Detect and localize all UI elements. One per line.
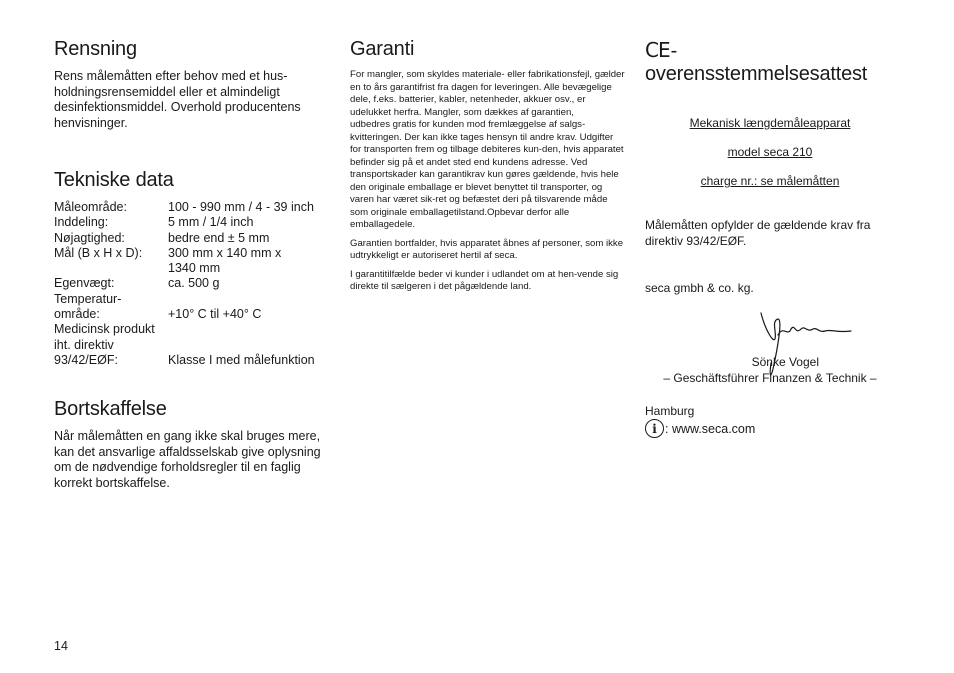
tech-row [54, 292, 329, 307]
tech-row [54, 322, 329, 337]
signer-name: Sönke Vogel [751, 354, 819, 369]
tech-row [54, 338, 329, 353]
tech-label: Medicinsk produkt [54, 322, 155, 337]
conformity-statement: Målemåtten opfylder de gældende krav fra direktiv 93/42/EØF. [645, 218, 871, 248]
tech-value [168, 338, 329, 353]
tech-row [54, 307, 329, 322]
ce-heading-text: -overensstemmelsesattest [645, 40, 868, 85]
ce-heading [645, 38, 895, 86]
garanti-heading: Garanti [350, 38, 415, 60]
ce-mark-icon: CE [645, 38, 670, 62]
tech-value: +10° C til +40° C [168, 307, 262, 322]
tech-value: bedre end ± 5 mm [168, 230, 270, 245]
tech-label: 93/42/EØF: [54, 352, 118, 367]
signature-block [645, 301, 895, 396]
website-line [645, 419, 895, 438]
garanti-paragraph-2: Garantien bortfalder, hvis apparatet åbnes af personer, som ikke udtrykkeligt er autoriseret hertil af seca. [350, 237, 624, 261]
tech-row [54, 261, 329, 276]
tech-row [54, 276, 329, 291]
tech-value: ca. 500 g [168, 276, 220, 291]
left-column [54, 38, 329, 491]
garanti-paragraph-3: I garantitilfælde beder vi kunder i udlandet om at hen-vende sig direkte til sælgeren i det pågældende land. [350, 268, 619, 292]
tech-label: Egenvægt: [54, 276, 115, 291]
bortskaffelse-heading: Bortskaffelse [54, 398, 167, 421]
tech-label: Nøjagtighed: [54, 230, 125, 245]
tech-value: 300 mm x 140 mm x [168, 245, 282, 260]
website-text: : www.seca.com [665, 421, 756, 436]
city: Hamburg [645, 403, 695, 418]
tech-value: 5 mm / 1/4 inch [168, 215, 254, 230]
charge-line: charge nr.: se målemåtten [700, 174, 840, 188]
garanti-paragraph-1: For mangler, som skyldes materiale- eller fabrikationsfejl, gælder en to års garantifrist fra dagen for leveringen. Alle bevægelige dele, f.eks. batterier, kabler, netenheder, akkuer osv., er udelukket herfra. Mangler, som dækkes af garantien, [350, 69, 625, 118]
tech-label: område: [54, 307, 100, 322]
bortskaffelse-text: Når målemåtten en gang ikke skal bruges mere, kan det ansvarlige affaldsselskab give oplysning om de nødvendige forholdsregler til en faglig korrekt bortskaffelse. [54, 429, 321, 490]
right-column [645, 38, 895, 438]
tech-label: Inddeling: [54, 215, 109, 230]
tech-row [54, 246, 329, 261]
device-type: Mekanisk længdemåleapparat [689, 116, 851, 130]
rensning-heading: Rensning [54, 38, 137, 60]
tech-row [54, 231, 329, 246]
tech-label: iht. direktiv [54, 337, 114, 352]
tech-value: 100 - 990 mm / 4 - 39 inch [168, 200, 314, 214]
tech-value: 1340 mm [168, 261, 221, 276]
tech-data-table [54, 200, 329, 368]
company-name: seca gmbh & co. kg. [645, 281, 754, 295]
tech-label [54, 261, 168, 276]
rensning-text: Rens målemåtten efter behov med et hus-holdningsrensemiddel eller et almindeligt desinfektionsmiddel. Overhold producentens henvisninger. [54, 69, 301, 130]
tekniske-heading: Tekniske data [54, 169, 174, 191]
tech-value [168, 322, 329, 337]
info-icon: i [645, 419, 664, 438]
tech-label: Temperatur- [54, 291, 122, 306]
tech-row [54, 200, 329, 215]
tech-value [168, 292, 329, 307]
middle-column [350, 38, 625, 294]
tech-label: Måleområde: [54, 200, 127, 214]
signer-title: – Geschäftsführer Finanzen & Technik – [663, 370, 877, 385]
page-number: 14 [54, 639, 68, 653]
tech-label: Mål (B x H x D): [54, 245, 143, 260]
model-line: model seca 210 [727, 145, 813, 159]
tech-row [54, 353, 329, 368]
tech-value: Klasse I med målefunktion [168, 352, 315, 367]
tech-row [54, 215, 329, 230]
garanti-paragraph-1b: udbedres gratis for kunden mod fremlæggelse af salgs-kvitteringen. Der kan ikke tages hensyn til andre krav. Udgifter for transporten frem og tilbage debiteres kun-den, hvis apparatet befinder sig på et andet sted end kundens adresse. Ved transportskader kan garantikrav kun gøres gældende, hvis hele den originale emballage er blevet benyttet til transporter, og varen har været sik-ret og befæstet deri på tilsvarende måde som originale emballagetilstand.Opbevar derfor alle emballagedele. [350, 119, 624, 230]
